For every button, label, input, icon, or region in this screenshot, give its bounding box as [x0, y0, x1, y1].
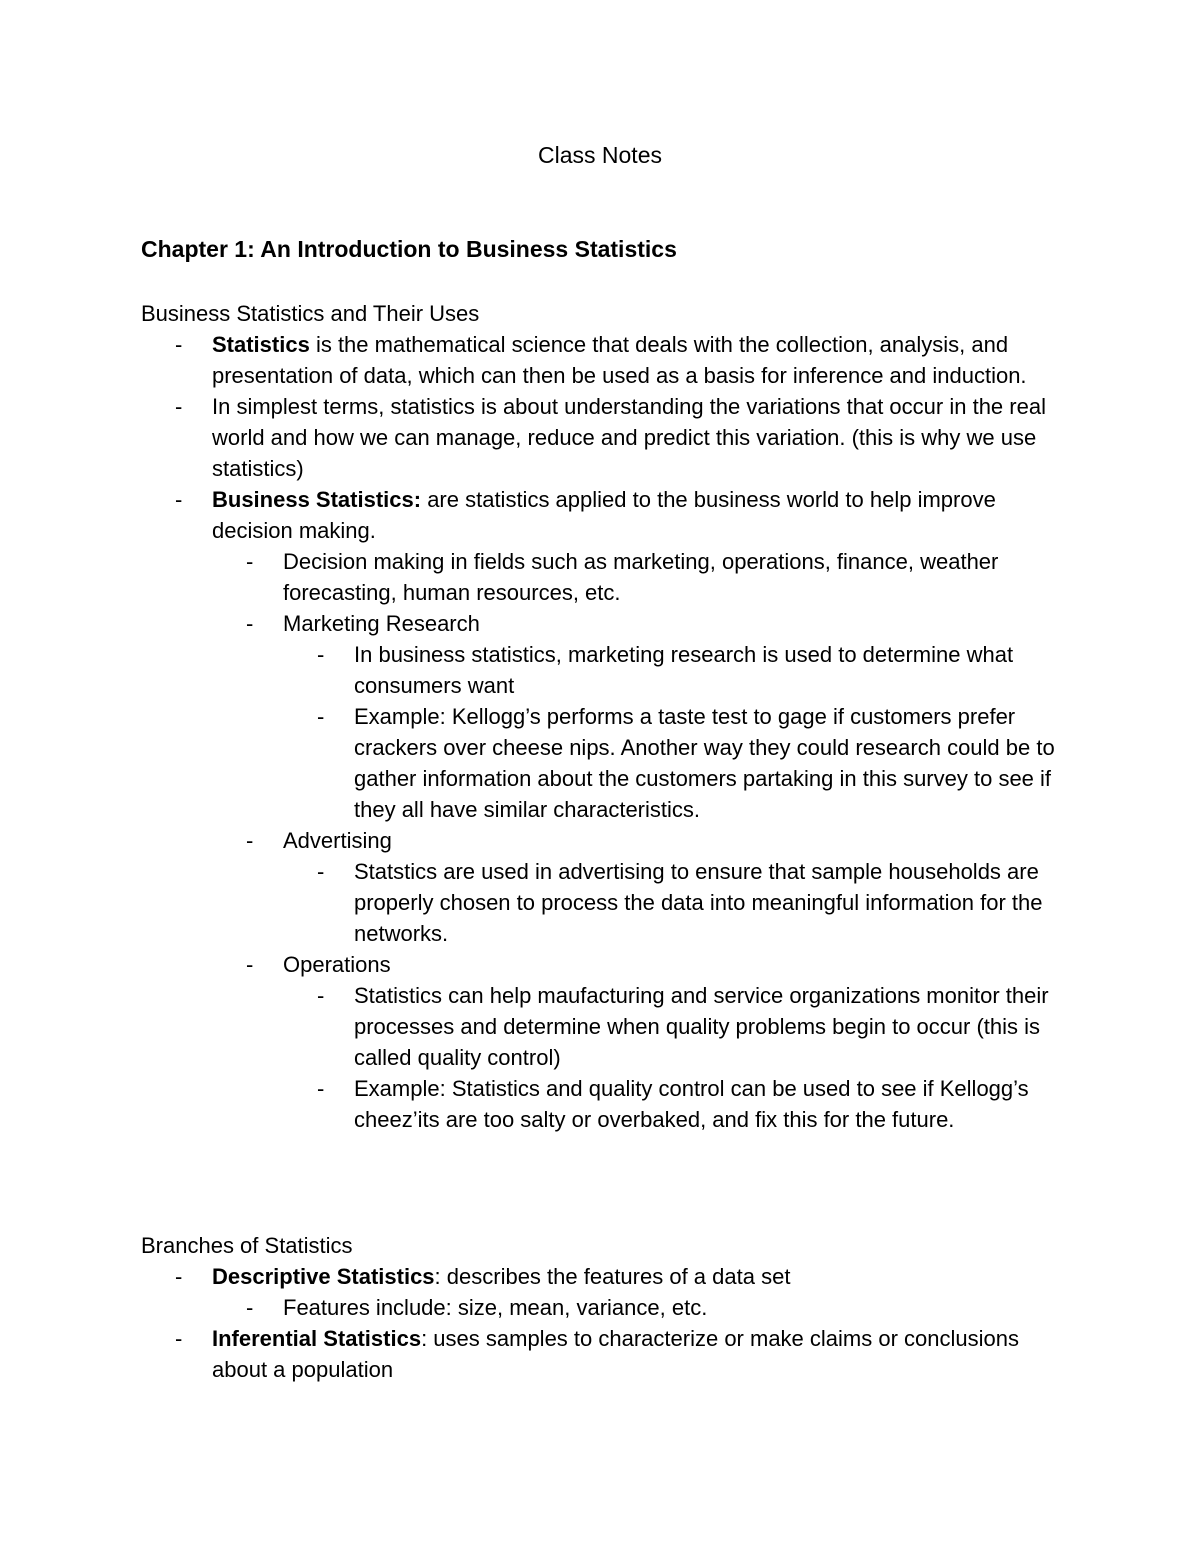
bullet-dash: - — [246, 828, 254, 853]
bullet-dash: - — [317, 1076, 325, 1101]
item-text: Advertising — [283, 828, 392, 853]
list-item — [141, 329, 1101, 391]
bullet-dash: - — [175, 487, 183, 512]
bullet-dash: - — [175, 332, 183, 357]
item-text: Features include: size, mean, variance, etc. — [283, 1295, 708, 1320]
section-business-statistics-uses — [141, 298, 1101, 1135]
chapter-title: Chapter 1: An Introduction to Business Statistics — [141, 236, 677, 262]
item-text: is the mathematical science that deals with the collection, analysis, and presentation of data, which can then be used as a basis for inference and induction. — [212, 332, 1027, 388]
list-item — [141, 1261, 1101, 1292]
bullet-dash: - — [175, 394, 183, 419]
term-bold: Statistics — [212, 332, 310, 357]
list-item — [141, 825, 1101, 856]
list-item — [141, 1292, 1101, 1323]
list-item — [141, 639, 1101, 701]
section-branches-of-statistics — [141, 1230, 1101, 1385]
bullet-dash: - — [246, 1295, 254, 1320]
list-item — [141, 1073, 1101, 1135]
bullet-dash: - — [246, 952, 254, 977]
bullet-dash: - — [246, 549, 254, 574]
term-bold: Business Statistics: — [212, 487, 422, 512]
list-item — [141, 856, 1101, 949]
item-text: Operations — [283, 952, 391, 977]
list-item — [141, 701, 1101, 825]
item-text: : describes the features of a data set — [434, 1264, 791, 1289]
bullet-dash: - — [246, 611, 254, 636]
bullet-dash: - — [317, 983, 325, 1008]
bullet-dash: - — [317, 859, 325, 884]
list-item — [141, 608, 1101, 639]
section-heading: Business Statistics and Their Uses — [141, 301, 480, 326]
item-text: Decision making in fields such as marketing, operations, finance, weather forecasting, human resources, etc. — [283, 549, 999, 605]
item-text: are statistics applied to the business world to help improve decision making. — [212, 487, 996, 543]
bullet-dash: - — [317, 642, 325, 667]
item-text: Example: Kellogg’s performs a taste test to gage if customers prefer crackers over cheese nips. Another way they could research could be to gather information about the customers partaking in this survey to see if they all have similar characteristics. — [354, 704, 1055, 822]
bullet-dash: - — [175, 1326, 183, 1351]
item-text: Statistics can help maufacturing and service organizations monitor their processes and determine when quality problems begin to occur (this is called quality control) — [354, 983, 1049, 1070]
page-title: Class Notes — [538, 142, 662, 168]
section-heading: Branches of Statistics — [141, 1233, 353, 1258]
item-text: Statstics are used in advertising to ensure that sample households are properly chosen to process the data into meaningful information for the networks. — [354, 859, 1043, 946]
list-item — [141, 391, 1101, 484]
term-bold: Inferential Statistics — [212, 1326, 422, 1351]
bullet-dash: - — [317, 704, 325, 729]
bullet-dash: - — [175, 1264, 183, 1289]
item-text: Marketing Research — [283, 611, 480, 636]
item-text: In simplest terms, statistics is about understanding the variations that occur in the real world and how we can manage, reduce and predict this variation. (this is why we use statistics) — [212, 394, 1046, 481]
list-item — [141, 980, 1101, 1073]
term-bold: Descriptive Statistics — [212, 1264, 435, 1289]
list-item — [141, 1323, 1101, 1385]
list-item — [141, 949, 1101, 980]
item-text: Example: Statistics and quality control can be used to see if Kellogg’s cheez’its are too salty or overbaked, and fix this for the future. — [354, 1076, 1029, 1132]
item-text: In business statistics, marketing research is used to determine what consumers want — [354, 642, 1014, 698]
list-item — [141, 484, 1101, 546]
item-text: : uses samples to characterize or make claims or conclusions about a population — [212, 1326, 1019, 1382]
list-item — [141, 546, 1101, 608]
